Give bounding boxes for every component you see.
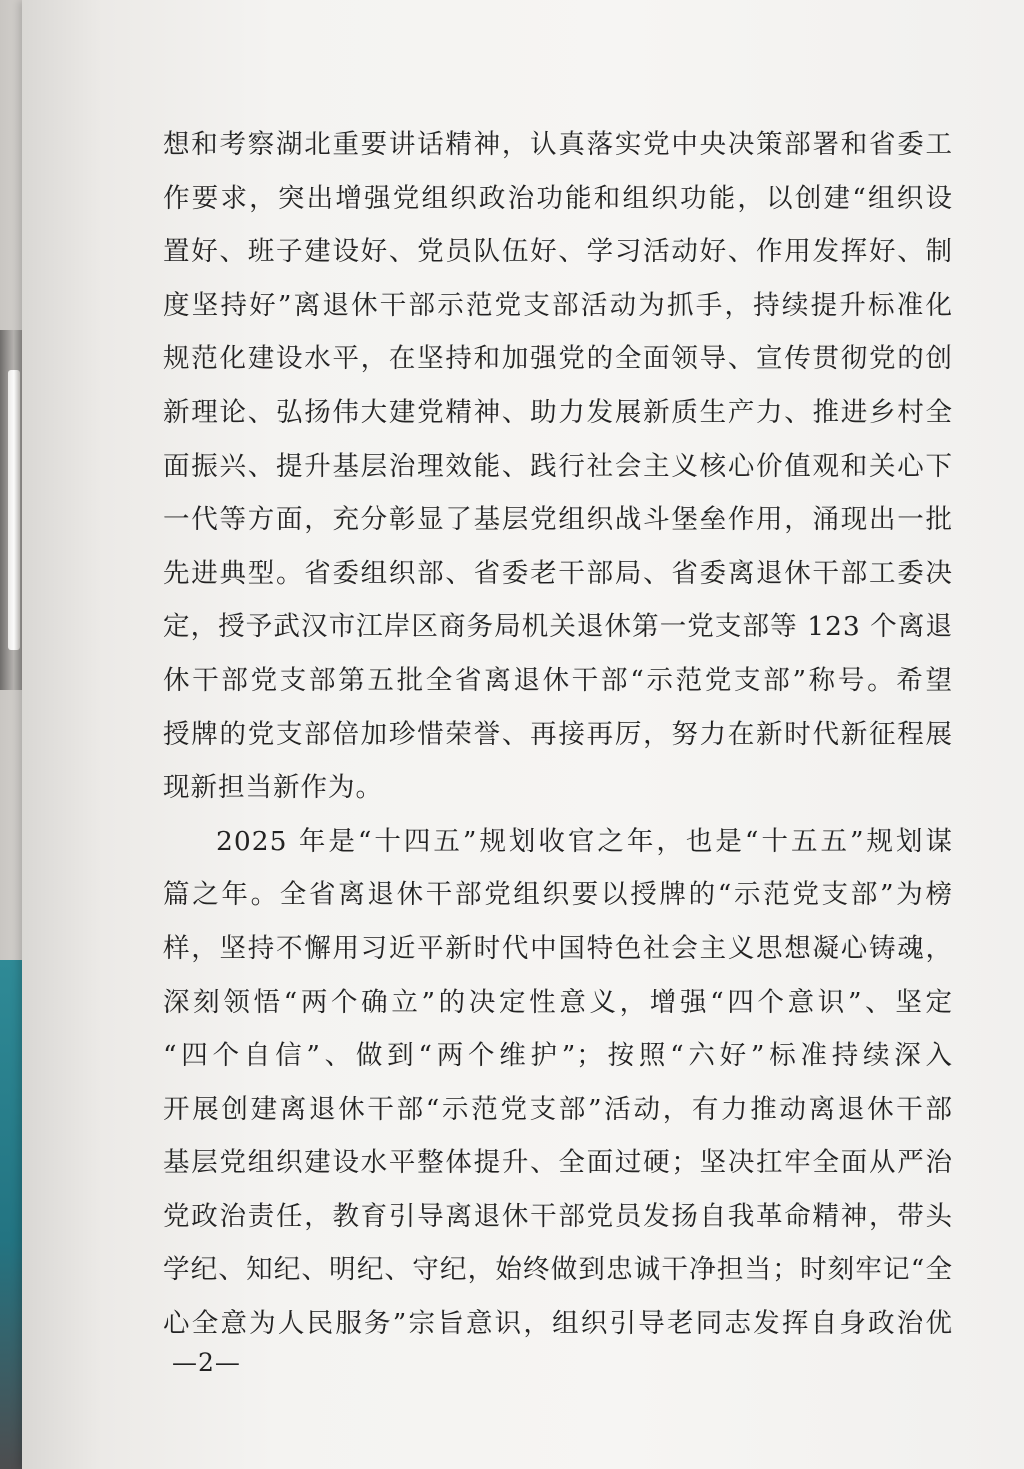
text-line: 样，坚持不懈用习近平新时代中国特色社会主义思想凝心铸魂， bbox=[163, 932, 953, 964]
text-line: 2025 年是“十四五”规划收官之年，也是“十五五”规划谋 bbox=[216, 825, 953, 857]
text-line: 休干部党支部第五批全省离退休干部“示范党支部”称号。希望 bbox=[163, 664, 953, 696]
text-line: 先进典型。省委组织部、省委老干部局、省委离退休干部工委决 bbox=[163, 557, 953, 589]
text-line: 面振兴、提升基层治理效能、践行社会主义核心价值观和关心下 bbox=[163, 450, 953, 482]
text-line: 深刻领悟“两个确立”的决定性意义，增强“四个意识”、坚定 bbox=[163, 986, 953, 1018]
text-line: 心全意为人民服务”宗旨意识，组织引导老同志发挥自身政治优 bbox=[163, 1308, 953, 1340]
text-line: 党政治责任，教育引导离退休干部党员发扬自我革命精神，带头 bbox=[163, 1200, 953, 1232]
text-line: 基层党组织建设水平整体提升、全面过硬；坚决扛牢全面从严治 bbox=[163, 1147, 953, 1179]
text-line: 篇之年。全省离退休干部党组织要以授牌的“示范党支部”为榜 bbox=[163, 879, 953, 911]
paragraph-2 bbox=[163, 815, 953, 1351]
text-line: “四个自信”、做到“两个维护”；按照“六好”标准持续深入 bbox=[163, 1040, 953, 1072]
page-number: —2— bbox=[172, 1348, 241, 1377]
text-line: 定，授予武汉市江岸区商务局机关退休第一党支部等 123 个离退 bbox=[163, 611, 953, 643]
text-line: 现新担当新作为。 bbox=[163, 772, 383, 804]
text-line: 新理论、弘扬伟大建党精神、助力发展新质生产力、推进乡村全 bbox=[163, 396, 953, 428]
text-line: 一代等方面，充分彰显了基层党组织战斗堡垒作用，涌现出一批 bbox=[163, 504, 953, 536]
text-line: 开展创建离退休干部“示范党支部”活动，有力推动离退休干部 bbox=[163, 1093, 953, 1125]
text-line: 置好、班子建设好、党员队伍好、学习活动好、作用发挥好、制 bbox=[163, 236, 953, 268]
text-line: 度坚持好”离退休干部示范党支部活动为抓手，持续提升标准化 bbox=[163, 289, 953, 321]
document-body bbox=[163, 118, 953, 1351]
binder-rod bbox=[8, 370, 20, 650]
text-line: 想和考察湖北重要讲话精神，认真落实党中央决策部署和省委工 bbox=[163, 129, 953, 160]
text-line: 授牌的党支部倍加珍惜荣誉、再接再厉，努力在新时代新征程展 bbox=[163, 718, 953, 750]
text-line: 规范化建设水平，在坚持和加强党的全面领导、宣传贯彻党的创 bbox=[163, 343, 953, 375]
text-line: 学纪、知纪、明纪、守纪，始终做到忠诚干净担当；时刻牢记“全 bbox=[163, 1254, 953, 1286]
text-line: 作要求，突出增强党组织政治功能和组织功能，以创建“组织设 bbox=[163, 182, 953, 214]
paragraph-1 bbox=[163, 118, 953, 815]
